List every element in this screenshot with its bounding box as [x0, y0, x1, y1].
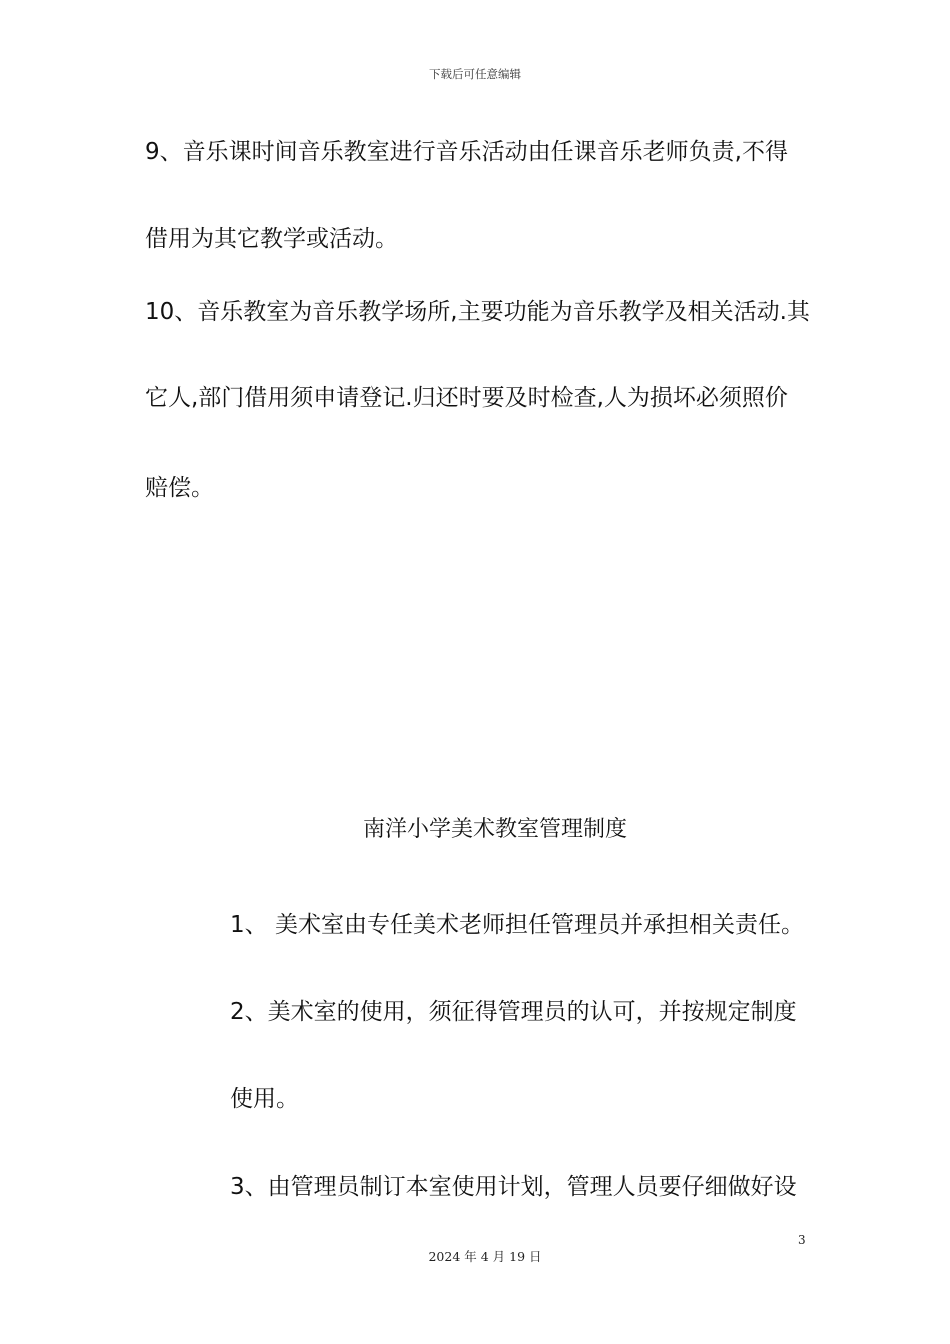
section-line-4: 3、由管理员制订本室使用计划，管理人员要仔细做好设: [230, 1174, 797, 1200]
page-number: 3: [798, 1233, 806, 1247]
footer-date: 2024 年 4 月 19 日: [428, 1249, 542, 1264]
section-line-3: 使用。: [230, 1086, 299, 1112]
body-line-2: 借用为其它教学或活动。: [145, 226, 398, 252]
section-line-2: 2、美术室的使用，须征得管理员的认可，并按规定制度: [230, 999, 797, 1025]
section-title: 南洋小学美术教室管理制度: [362, 817, 627, 842]
body-line-5: 赔偿。: [145, 475, 214, 501]
body-line-1: 9、音乐课时间音乐教室进行音乐活动由任课音乐老师负责,不得: [145, 139, 788, 165]
body-line-3: 10、音乐教室为音乐教学场所,主要功能为音乐教学及相关活动.其: [145, 299, 810, 325]
body-line-4: 它人,部门借用须申请登记.归还时要及时检查,人为损坏必须照价: [145, 385, 788, 411]
page-header: 下载后可任意编辑: [429, 67, 521, 81]
section-line-1: 1、 美术室由专任美术老师担任管理员并承担相关责任。: [230, 912, 804, 938]
